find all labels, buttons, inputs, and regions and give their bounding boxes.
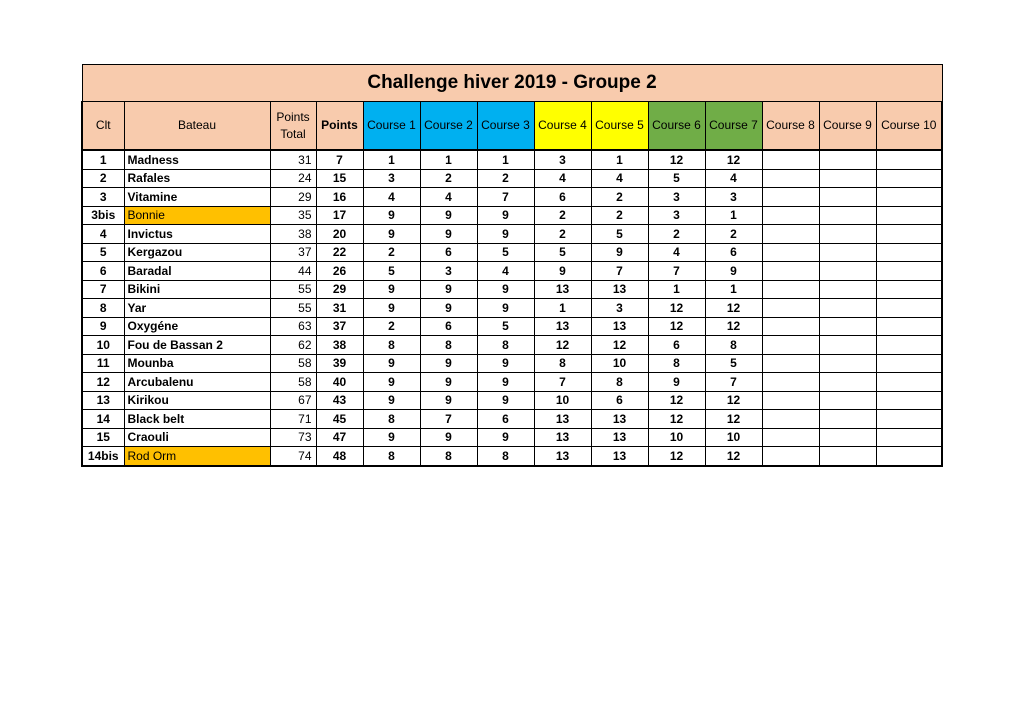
cell-points: 26: [316, 262, 363, 281]
header-points-total: [270, 102, 316, 151]
cell-course-9: [819, 225, 876, 244]
table-row: [82, 299, 942, 318]
cell-course-5: 5: [591, 225, 648, 244]
cell-course-3: 8: [477, 447, 534, 466]
cell-clt: 4: [82, 225, 124, 244]
cell-course-8: [762, 206, 819, 225]
cell-course-7: 7: [705, 373, 762, 392]
cell-course-8: [762, 243, 819, 262]
cell-course-9: [819, 262, 876, 281]
cell-course-3: 9: [477, 280, 534, 299]
cell-course-3: 5: [477, 317, 534, 336]
cell-course-6: 3: [648, 188, 705, 207]
cell-course-7: 3: [705, 188, 762, 207]
cell-points-total: 38: [270, 225, 316, 244]
cell-clt: 3: [82, 188, 124, 207]
table-row: [82, 428, 942, 447]
cell-course-6: 7: [648, 262, 705, 281]
header-course-9: Course 9: [819, 102, 876, 151]
cell-course-10: [876, 317, 942, 336]
cell-course-4: 13: [534, 428, 591, 447]
cell-course-3: 7: [477, 188, 534, 207]
cell-course-9: [819, 391, 876, 410]
cell-course-1: 5: [363, 262, 420, 281]
cell-course-4: 6: [534, 188, 591, 207]
cell-points: 47: [316, 428, 363, 447]
cell-bateau: Oxygéne: [124, 317, 270, 336]
cell-points-total: 67: [270, 391, 316, 410]
cell-course-9: [819, 280, 876, 299]
header-course-4: Course 4: [534, 102, 591, 151]
cell-course-3: 9: [477, 354, 534, 373]
cell-course-4: 13: [534, 280, 591, 299]
cell-clt: 7: [82, 280, 124, 299]
cell-clt: 14: [82, 410, 124, 429]
cell-course-1: 9: [363, 391, 420, 410]
cell-points-total: 74: [270, 447, 316, 466]
cell-clt: 3bis: [82, 206, 124, 225]
cell-course-5: 13: [591, 428, 648, 447]
cell-points: 17: [316, 206, 363, 225]
cell-bateau: Kergazou: [124, 243, 270, 262]
cell-course-1: 3: [363, 169, 420, 188]
cell-course-1: 8: [363, 336, 420, 355]
cell-course-7: 4: [705, 169, 762, 188]
cell-course-6: 12: [648, 317, 705, 336]
cell-course-9: [819, 169, 876, 188]
cell-points-total: 55: [270, 299, 316, 318]
cell-course-10: [876, 391, 942, 410]
cell-course-6: 12: [648, 150, 705, 169]
cell-bateau: Invictus: [124, 225, 270, 244]
cell-bateau: Arcubalenu: [124, 373, 270, 392]
cell-course-7: 9: [705, 262, 762, 281]
cell-course-5: 8: [591, 373, 648, 392]
cell-course-5: 6: [591, 391, 648, 410]
cell-course-4: 12: [534, 336, 591, 355]
cell-clt: 10: [82, 336, 124, 355]
cell-course-9: [819, 299, 876, 318]
table-row: [82, 373, 942, 392]
cell-bateau: Kirikou: [124, 391, 270, 410]
cell-course-10: [876, 336, 942, 355]
cell-course-7: 12: [705, 410, 762, 429]
cell-course-8: [762, 428, 819, 447]
cell-course-8: [762, 354, 819, 373]
cell-points: 29: [316, 280, 363, 299]
header-points-total-line1: Points: [276, 109, 310, 124]
cell-course-10: [876, 188, 942, 207]
cell-course-9: [819, 317, 876, 336]
table-row: [82, 336, 942, 355]
table-row: [82, 317, 942, 336]
cell-course-7: 6: [705, 243, 762, 262]
cell-course-7: 1: [705, 206, 762, 225]
table-row: [82, 447, 942, 466]
cell-clt: 12: [82, 373, 124, 392]
cell-bateau: Rafales: [124, 169, 270, 188]
cell-course-1: 9: [363, 373, 420, 392]
cell-bateau: Rod Orm: [124, 447, 270, 466]
cell-course-3: 6: [477, 410, 534, 429]
cell-points: 31: [316, 299, 363, 318]
cell-course-9: [819, 428, 876, 447]
header-course-5: Course 5: [591, 102, 648, 151]
page-title: Challenge hiver 2019 - Groupe 2: [82, 65, 942, 102]
header-course-1: Course 1: [363, 102, 420, 151]
cell-bateau: Craouli: [124, 428, 270, 447]
cell-course-7: 12: [705, 447, 762, 466]
cell-course-5: 13: [591, 280, 648, 299]
cell-course-4: 3: [534, 150, 591, 169]
standings-table: [81, 64, 943, 467]
cell-clt: 1: [82, 150, 124, 169]
cell-course-1: 9: [363, 299, 420, 318]
cell-bateau: Madness: [124, 150, 270, 169]
cell-clt: 8: [82, 299, 124, 318]
table-row: [82, 410, 942, 429]
cell-course-2: 9: [420, 280, 477, 299]
cell-bateau: Black belt: [124, 410, 270, 429]
cell-points-total: 55: [270, 280, 316, 299]
cell-course-5: 4: [591, 169, 648, 188]
cell-points-total: 58: [270, 373, 316, 392]
cell-course-1: 1: [363, 150, 420, 169]
header-course-7: Course 7: [705, 102, 762, 151]
cell-course-5: 13: [591, 317, 648, 336]
cell-course-6: 3: [648, 206, 705, 225]
cell-course-5: 2: [591, 188, 648, 207]
header-clt: Clt: [82, 102, 124, 151]
header-course-3: Course 3: [477, 102, 534, 151]
cell-points-total: 31: [270, 150, 316, 169]
cell-course-3: 9: [477, 225, 534, 244]
cell-course-2: 9: [420, 225, 477, 244]
cell-course-10: [876, 243, 942, 262]
cell-course-9: [819, 150, 876, 169]
cell-points-total: 37: [270, 243, 316, 262]
cell-course-6: 12: [648, 299, 705, 318]
cell-course-3: 8: [477, 336, 534, 355]
cell-course-3: 9: [477, 299, 534, 318]
cell-course-9: [819, 188, 876, 207]
cell-course-8: [762, 169, 819, 188]
cell-course-6: 2: [648, 225, 705, 244]
cell-course-3: 5: [477, 243, 534, 262]
cell-points-total: 24: [270, 169, 316, 188]
cell-course-4: 2: [534, 206, 591, 225]
cell-course-7: 2: [705, 225, 762, 244]
cell-course-3: 9: [477, 428, 534, 447]
cell-course-2: 2: [420, 169, 477, 188]
cell-course-8: [762, 280, 819, 299]
cell-points: 48: [316, 447, 363, 466]
cell-points: 37: [316, 317, 363, 336]
cell-course-5: 12: [591, 336, 648, 355]
cell-course-4: 5: [534, 243, 591, 262]
cell-course-10: [876, 169, 942, 188]
cell-course-2: 6: [420, 243, 477, 262]
cell-course-9: [819, 447, 876, 466]
cell-course-2: 6: [420, 317, 477, 336]
cell-course-1: 9: [363, 428, 420, 447]
cell-points-total: 29: [270, 188, 316, 207]
cell-course-4: 7: [534, 373, 591, 392]
cell-course-2: 8: [420, 447, 477, 466]
cell-points-total: 44: [270, 262, 316, 281]
cell-course-2: 9: [420, 373, 477, 392]
cell-course-5: 13: [591, 410, 648, 429]
cell-course-6: 4: [648, 243, 705, 262]
cell-course-9: [819, 373, 876, 392]
cell-points-total: 73: [270, 428, 316, 447]
cell-bateau: Vitamine: [124, 188, 270, 207]
cell-course-9: [819, 206, 876, 225]
cell-points-total: 62: [270, 336, 316, 355]
table-row: [82, 206, 942, 225]
header-course-10: Course 10: [876, 102, 942, 151]
cell-course-4: 10: [534, 391, 591, 410]
cell-course-4: 13: [534, 317, 591, 336]
cell-course-10: [876, 225, 942, 244]
table-row: [82, 280, 942, 299]
cell-bateau: Mounba: [124, 354, 270, 373]
table-row: [82, 225, 942, 244]
cell-points: 40: [316, 373, 363, 392]
cell-course-4: 1: [534, 299, 591, 318]
cell-course-9: [819, 410, 876, 429]
cell-points: 20: [316, 225, 363, 244]
cell-course-4: 2: [534, 225, 591, 244]
cell-course-8: [762, 391, 819, 410]
cell-course-1: 8: [363, 447, 420, 466]
cell-course-2: 4: [420, 188, 477, 207]
cell-clt: 14bis: [82, 447, 124, 466]
cell-course-6: 6: [648, 336, 705, 355]
cell-course-10: [876, 206, 942, 225]
cell-course-1: 2: [363, 317, 420, 336]
cell-course-6: 12: [648, 410, 705, 429]
cell-course-7: 10: [705, 428, 762, 447]
cell-course-5: 7: [591, 262, 648, 281]
cell-course-1: 9: [363, 206, 420, 225]
cell-course-8: [762, 262, 819, 281]
cell-course-8: [762, 317, 819, 336]
cell-course-2: 1: [420, 150, 477, 169]
cell-course-2: 3: [420, 262, 477, 281]
cell-course-6: 5: [648, 169, 705, 188]
cell-course-9: [819, 354, 876, 373]
cell-course-10: [876, 299, 942, 318]
cell-points: 7: [316, 150, 363, 169]
cell-course-1: 9: [363, 225, 420, 244]
cell-course-1: 8: [363, 410, 420, 429]
cell-course-10: [876, 280, 942, 299]
cell-course-9: [819, 336, 876, 355]
cell-course-9: [819, 243, 876, 262]
cell-course-3: 9: [477, 391, 534, 410]
cell-course-4: 13: [534, 447, 591, 466]
header-course-2: Course 2: [420, 102, 477, 151]
cell-course-2: 7: [420, 410, 477, 429]
header-course-8: Course 8: [762, 102, 819, 151]
cell-course-4: 13: [534, 410, 591, 429]
cell-points-total: 58: [270, 354, 316, 373]
cell-course-8: [762, 150, 819, 169]
cell-course-10: [876, 354, 942, 373]
cell-course-8: [762, 188, 819, 207]
cell-points-total: 71: [270, 410, 316, 429]
cell-course-6: 12: [648, 447, 705, 466]
cell-course-3: 9: [477, 206, 534, 225]
cell-course-4: 4: [534, 169, 591, 188]
cell-course-5: 10: [591, 354, 648, 373]
cell-course-1: 9: [363, 354, 420, 373]
cell-clt: 6: [82, 262, 124, 281]
table-row: [82, 354, 942, 373]
cell-clt: 9: [82, 317, 124, 336]
cell-points-total: 63: [270, 317, 316, 336]
cell-course-10: [876, 373, 942, 392]
cell-course-5: 9: [591, 243, 648, 262]
cell-course-10: [876, 447, 942, 466]
cell-course-2: 9: [420, 206, 477, 225]
cell-points: 15: [316, 169, 363, 188]
cell-course-2: 8: [420, 336, 477, 355]
cell-course-7: 5: [705, 354, 762, 373]
cell-course-3: 1: [477, 150, 534, 169]
cell-clt: 5: [82, 243, 124, 262]
cell-bateau: Yar: [124, 299, 270, 318]
cell-course-7: 12: [705, 150, 762, 169]
table-row: [82, 391, 942, 410]
cell-clt: 13: [82, 391, 124, 410]
cell-clt: 2: [82, 169, 124, 188]
cell-course-3: 2: [477, 169, 534, 188]
cell-course-6: 12: [648, 391, 705, 410]
cell-course-2: 9: [420, 428, 477, 447]
table-row: [82, 243, 942, 262]
table-row: [82, 150, 942, 169]
header-points: Points: [316, 102, 363, 151]
cell-course-2: 9: [420, 391, 477, 410]
cell-course-8: [762, 336, 819, 355]
cell-course-3: 4: [477, 262, 534, 281]
cell-course-10: [876, 428, 942, 447]
cell-bateau: Fou de Bassan 2: [124, 336, 270, 355]
cell-bateau: Bonnie: [124, 206, 270, 225]
cell-course-8: [762, 447, 819, 466]
cell-course-10: [876, 262, 942, 281]
cell-points: 39: [316, 354, 363, 373]
cell-clt: 15: [82, 428, 124, 447]
cell-course-6: 8: [648, 354, 705, 373]
cell-points: 16: [316, 188, 363, 207]
cell-points: 43: [316, 391, 363, 410]
cell-course-6: 9: [648, 373, 705, 392]
cell-course-8: [762, 299, 819, 318]
cell-points: 45: [316, 410, 363, 429]
cell-course-2: 9: [420, 354, 477, 373]
cell-course-6: 10: [648, 428, 705, 447]
header-points-total-line2: Total: [280, 126, 306, 141]
cell-course-8: [762, 410, 819, 429]
cell-course-5: 13: [591, 447, 648, 466]
cell-course-1: 4: [363, 188, 420, 207]
cell-course-5: 3: [591, 299, 648, 318]
table-row: [82, 262, 942, 281]
table-row: [82, 188, 942, 207]
cell-points: 38: [316, 336, 363, 355]
cell-course-10: [876, 150, 942, 169]
header-bateau: Bateau: [124, 102, 270, 151]
cell-clt: 11: [82, 354, 124, 373]
cell-bateau: Bikini: [124, 280, 270, 299]
cell-points: 22: [316, 243, 363, 262]
cell-course-7: 1: [705, 280, 762, 299]
cell-course-7: 12: [705, 391, 762, 410]
cell-course-7: 12: [705, 299, 762, 318]
cell-course-5: 1: [591, 150, 648, 169]
header-course-6: Course 6: [648, 102, 705, 151]
cell-course-8: [762, 225, 819, 244]
cell-course-7: 8: [705, 336, 762, 355]
cell-course-6: 1: [648, 280, 705, 299]
cell-course-3: 9: [477, 373, 534, 392]
header-row: [82, 102, 942, 151]
cell-points-total: 35: [270, 206, 316, 225]
cell-course-5: 2: [591, 206, 648, 225]
cell-course-7: 12: [705, 317, 762, 336]
cell-course-2: 9: [420, 299, 477, 318]
cell-course-10: [876, 410, 942, 429]
cell-course-4: 8: [534, 354, 591, 373]
table-row: [82, 169, 942, 188]
cell-course-8: [762, 373, 819, 392]
cell-course-1: 9: [363, 280, 420, 299]
cell-course-4: 9: [534, 262, 591, 281]
cell-course-1: 2: [363, 243, 420, 262]
cell-bateau: Baradal: [124, 262, 270, 281]
